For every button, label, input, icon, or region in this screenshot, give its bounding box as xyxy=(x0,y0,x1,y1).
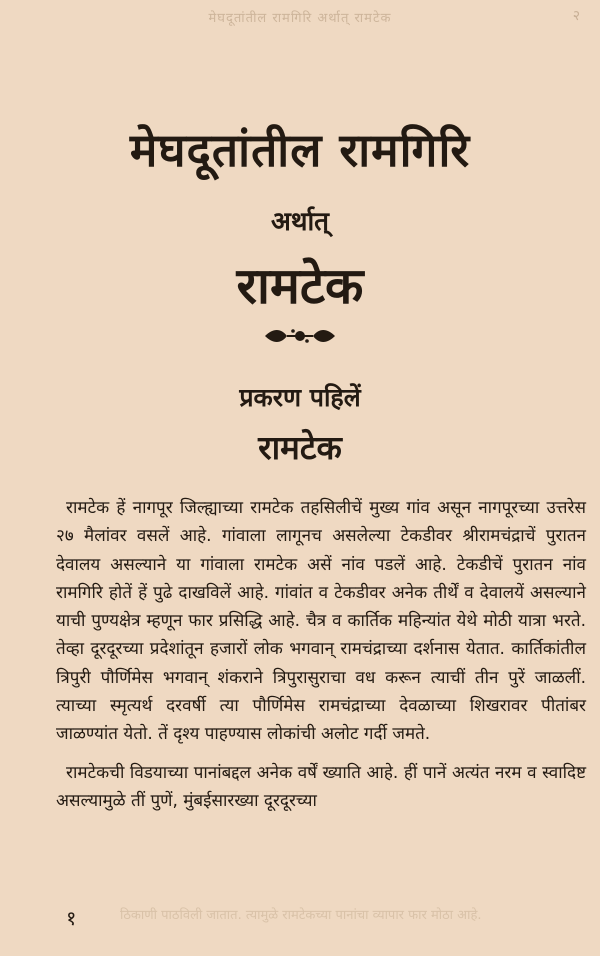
bleed-through-header: मेघदूतांतील रामगिरि अर्थात् रामटेक xyxy=(208,11,392,26)
bleed-through-page-number: २ xyxy=(572,8,580,24)
decorative-flourish-icon xyxy=(263,326,337,346)
chapter-heading: प्रकरण पहिलें xyxy=(239,383,361,412)
secondary-title: रामटेक xyxy=(236,257,364,315)
main-title: मेघदूतांतील रामगिरि xyxy=(129,123,471,177)
page-number: १ xyxy=(66,906,77,930)
subtitle-connector: अर्थात् xyxy=(270,207,330,237)
body-text xyxy=(56,494,586,815)
paragraph-1: रामटेक हें नागपूर जिल्ह्याच्या रामटेक तहसिलीचें मुख्य गांव असून नागपूरच्या उत्तरेस २७ मैलांवर वसलें आहे. गांवाला लागूनच असलेल्या टेकडीवर श्रीरामचंद्राचें पुरातन देवालय असल्याने या गांवाला रामटेक असें नांव पडलें आहे. टेकडीचें पुरातन नांव रामगिरि होतें हें पुढे दाखविलें आहे. गांवांत व टेकडीवर अनेक तीर्थें व देवालयें असल्याने याची पुण्यक्षेत्र म्हणून फार प्रसिद्धि आहे. चैत्र व कार्तिक महिन्यांत येथे मोठी यात्रा भरते. तेव्हा दूरदूरच्या प्रदेशांतून हजारों लोक भगवान् रामचंद्राच्या दर्शनास येतात. कार्तिकांतील त्रिपुरी पौर्णिमेस भगवान् शंकराने त्रिपुरासुराचा वध करून त्याचीं तीन पुरें जाळलीं. त्याच्या स्मृत्यर्थ दरवर्षी त्या पौर्णिमेस रामचंद्राच्या देवळाच्या शिखरावर पीतांबर जाळण्यांत येतो. तें दृश्य पाहण्यास लोकांची अलोट गर्दी जमते. xyxy=(56,498,586,745)
paragraph-2: रामटेकची विडयाच्या पानांबद्दल अनेक वर्षें ख्याति आहे. हीं पानें अत्यंत नरम व स्वादिष्ट असल्यामुळे तीं पुणें, मुंबईसारख्या दूरदूरच्या xyxy=(56,762,586,811)
bleed-through-footer: ठिकाणी पाठविली जातात. त्यामुळे रामटेकच्या पानांचा व्यापार फार मोठा आहे. xyxy=(120,908,482,923)
chapter-title: रामटेक xyxy=(258,428,342,467)
